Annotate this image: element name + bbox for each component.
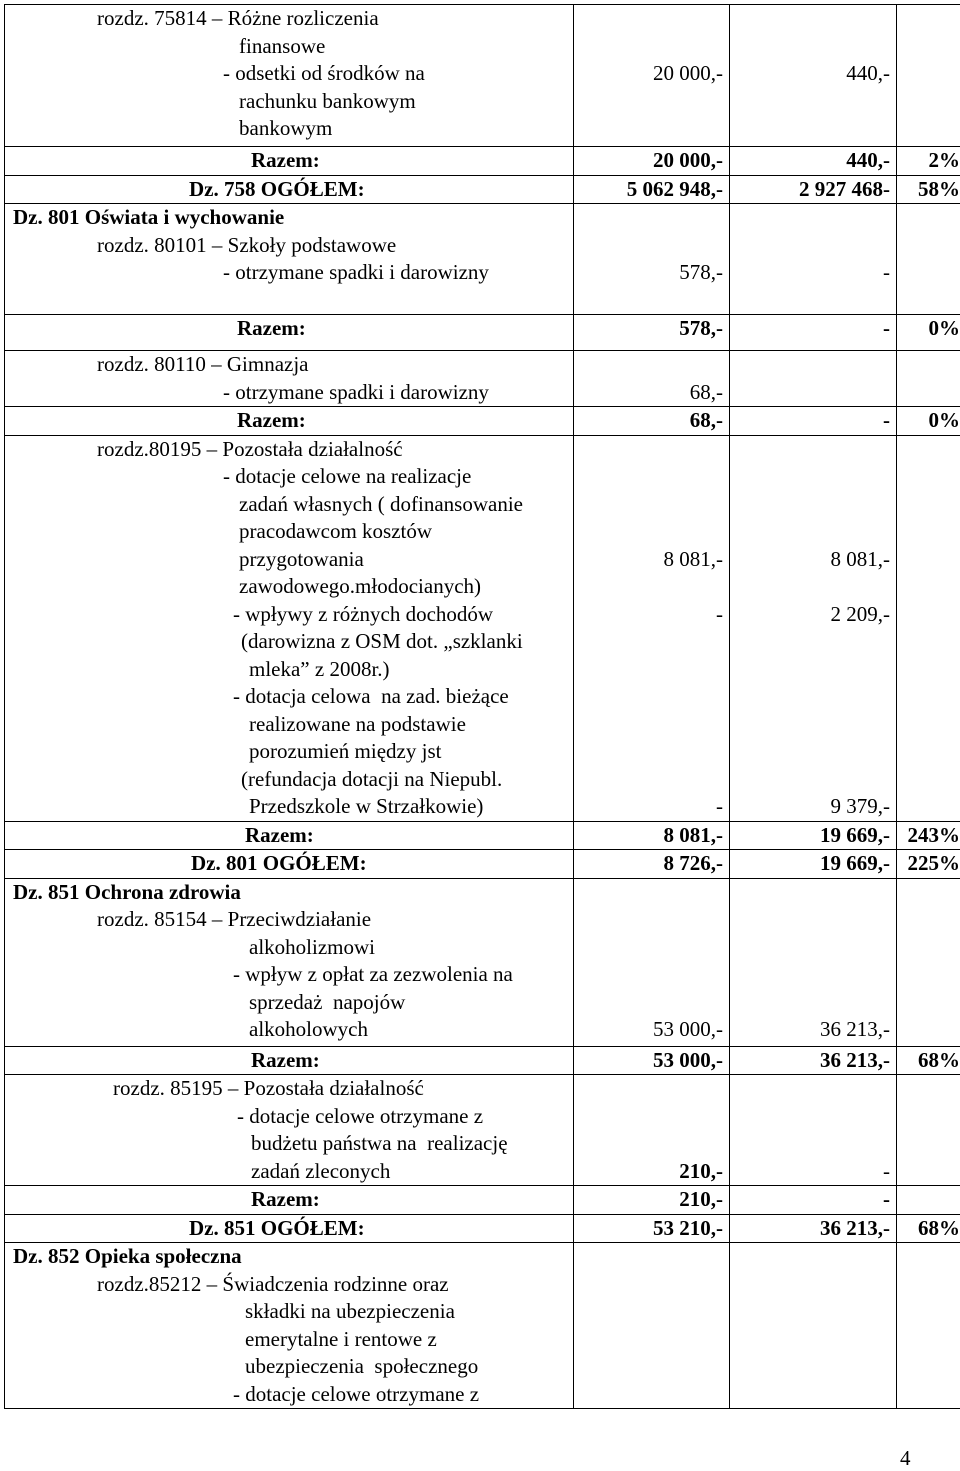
description-line: Razem: (251, 148, 320, 172)
description-line: - odsetki od środków na (223, 61, 425, 85)
description-line: Przedszkole w Strzałkowie) (249, 794, 484, 818)
percent-cell-value: 58% (918, 176, 960, 201)
budget-row (5, 435, 960, 821)
percent-cell (897, 1243, 960, 1409)
percent-cell (897, 1046, 960, 1075)
description-line: finansowe (239, 33, 326, 58)
description-line: Dz. 801 Oświata i wychowanie (13, 205, 285, 229)
percent-cell-value: 0% (928, 316, 960, 340)
percent-cell-value: 243% (907, 822, 960, 847)
description-cell (5, 878, 574, 1046)
description-line: Dz. 801 OGÓŁEM: (191, 851, 367, 875)
percent-cell (897, 147, 960, 176)
summary-row (5, 175, 960, 204)
percent-cell (897, 1075, 960, 1186)
percent-cell (897, 435, 960, 821)
percent-cell (897, 878, 960, 1046)
execution-cell-value: 19 669,- (820, 851, 890, 875)
plan-cell-value: - (716, 794, 723, 818)
percent-cell-value: 68% (918, 1215, 960, 1240)
description-line: przygotowania (239, 546, 364, 571)
budget-row (5, 878, 960, 1046)
execution-cell (730, 821, 897, 850)
description-line: rozdz. 80110 – Gimnazja (97, 352, 309, 376)
description-line: rozdz.85212 – Świadczenia rodzinne oraz (97, 1271, 449, 1296)
description-line (5, 287, 573, 315)
description-cell (5, 5, 574, 147)
description-cell (5, 435, 574, 821)
execution-cell-value: 19 669,- (820, 822, 890, 847)
plan-cell (574, 407, 730, 436)
description-cell (5, 1186, 574, 1215)
percent-cell (897, 407, 960, 436)
plan-cell-value: 210,- (679, 1187, 723, 1211)
plan-cell-value: 53 000,- (653, 1047, 723, 1072)
description-line: pracodawcom kosztów (239, 519, 433, 543)
plan-cell-value: - (716, 601, 723, 626)
description-line: - dotacja celowa na zad. bieżące (233, 684, 509, 708)
percent-cell (897, 315, 960, 351)
description-line: Razem: (245, 822, 314, 847)
execution-cell-value: - (883, 260, 890, 284)
execution-cell (730, 1243, 897, 1409)
execution-cell (730, 351, 897, 407)
description-line: rozdz. 80101 – Szkoły podstawowe (97, 232, 397, 257)
description-line: Dz. 851 Ochrona zdrowia (13, 879, 241, 904)
plan-cell (574, 850, 730, 879)
summary-row (5, 315, 960, 351)
description-line: - wpływ z opłat za zezwolenia na (233, 962, 513, 986)
execution-cell (730, 175, 897, 204)
execution-cell-value: - (883, 1158, 890, 1183)
description-cell (5, 351, 574, 407)
description-cell (5, 407, 574, 436)
execution-cell (730, 1214, 897, 1243)
execution-cell-value: 9 379,- (830, 794, 890, 818)
description-line: - otrzymane spadki i darowizny (223, 379, 489, 404)
description-cell (5, 204, 574, 315)
budget-row (5, 351, 960, 407)
budget-table-body (5, 5, 960, 1409)
percent-cell (897, 5, 960, 147)
description-line: Razem: (237, 316, 306, 340)
plan-cell-value: 20 000,- (653, 61, 723, 85)
percent-cell (897, 351, 960, 407)
execution-cell-value: 2 209,- (830, 601, 890, 626)
summary-row (5, 850, 960, 879)
execution-cell (730, 5, 897, 147)
description-line: - dotacje celowe na realizacje (223, 464, 472, 488)
percent-cell-value: 225% (907, 851, 960, 875)
percent-cell (897, 1186, 960, 1215)
execution-cell (730, 1046, 897, 1075)
description-line: rozdz. 75814 – Różne rozliczenia (97, 6, 379, 30)
execution-cell-value: - (883, 1187, 890, 1211)
execution-cell (730, 204, 897, 315)
description-line: (refundacja dotacji na Niepubl. (241, 766, 503, 791)
description-cell (5, 1075, 574, 1186)
execution-cell (730, 147, 897, 176)
plan-cell (574, 1075, 730, 1186)
description-cell (5, 850, 574, 879)
execution-cell-value: 36 213,- (820, 1215, 890, 1240)
execution-cell-value: 8 081,- (830, 546, 890, 571)
description-line: rachunku bankowym (239, 88, 416, 113)
description-cell (5, 821, 574, 850)
plan-cell-value: 578,- (679, 316, 723, 340)
description-line: rozdz. 85195 – Pozostała działalność (113, 1076, 424, 1100)
description-line: rozdz.80195 – Pozostała działalność (97, 436, 403, 461)
description-line: Razem: (237, 408, 306, 432)
description-line: zadań własnych ( dofinansowanie (239, 491, 523, 516)
description-line: ubezpieczenia społecznego (245, 1354, 479, 1378)
percent-cell (897, 850, 960, 879)
description-cell (5, 147, 574, 176)
execution-cell (730, 435, 897, 821)
plan-cell (574, 435, 730, 821)
page-number: 4 (900, 1446, 911, 1470)
budget-row (5, 1075, 960, 1186)
execution-cell-value: 440,- (846, 61, 890, 85)
execution-cell (730, 850, 897, 879)
plan-cell-value: 68,- (689, 408, 723, 432)
budget-table (4, 4, 960, 1409)
description-line: - dotacje celowe otrzymane z (233, 1381, 480, 1406)
description-line: budżetu państwa na realizację (251, 1131, 508, 1155)
plan-cell-value: 8 081,- (663, 822, 723, 847)
plan-cell-value: 578,- (679, 260, 723, 284)
summary-row (5, 1186, 960, 1215)
plan-cell (574, 147, 730, 176)
description-line: - dotacje celowe otrzymane z (237, 1103, 484, 1128)
plan-cell (574, 351, 730, 407)
plan-cell (574, 5, 730, 147)
percent-cell (897, 1214, 960, 1243)
plan-cell-value: 8 726,- (663, 851, 723, 875)
plan-cell-value: 8 081,- (663, 546, 723, 571)
description-line: porozumień między jst (249, 739, 442, 763)
description-line: - otrzymane spadki i darowizny (223, 260, 489, 284)
description-line: alkoholizmowi (249, 934, 375, 959)
execution-cell (730, 1186, 897, 1215)
percent-cell (897, 175, 960, 204)
description-line: Razem: (251, 1047, 320, 1072)
execution-cell-value: - (883, 408, 890, 432)
description-line: składki na ubezpieczenia (245, 1299, 455, 1323)
percent-cell-value: 2% (928, 148, 960, 172)
plan-cell-value: 210,- (679, 1158, 723, 1183)
description-cell (5, 1214, 574, 1243)
description-line: bankowym (239, 116, 333, 140)
percent-cell (897, 204, 960, 315)
plan-cell (574, 1243, 730, 1409)
budget-row (5, 5, 960, 147)
description-line: zadań zleconych (251, 1158, 391, 1183)
plan-cell-value: 68,- (689, 379, 723, 404)
summary-row (5, 1046, 960, 1075)
plan-cell-value: 20 000,- (653, 148, 723, 172)
description-line: (darowizna z OSM dot. „szklanki (241, 629, 523, 653)
summary-row (5, 407, 960, 436)
budget-row (5, 204, 960, 315)
plan-cell-value: 53 210,- (653, 1215, 723, 1240)
percent-cell-value: 68% (918, 1047, 960, 1072)
plan-cell (574, 1214, 730, 1243)
description-line: realizowane na podstawie (249, 711, 466, 736)
plan-cell (574, 175, 730, 204)
summary-row (5, 147, 960, 176)
plan-cell (574, 204, 730, 315)
execution-cell (730, 315, 897, 351)
plan-cell (574, 878, 730, 1046)
execution-cell (730, 407, 897, 436)
plan-cell (574, 315, 730, 351)
description-cell (5, 1046, 574, 1075)
execution-cell-value: - (883, 316, 890, 340)
budget-row (5, 1243, 960, 1409)
description-cell (5, 315, 574, 351)
plan-cell (574, 1186, 730, 1215)
description-line: - wpływy z różnych dochodów (233, 601, 494, 626)
execution-cell (730, 1075, 897, 1186)
plan-cell (574, 1046, 730, 1075)
execution-cell (730, 878, 897, 1046)
description-cell (5, 1243, 574, 1409)
execution-cell-value: 2 927 468- (799, 176, 890, 201)
plan-cell-value: 5 062 948,- (626, 176, 723, 201)
percent-cell-value: 0% (928, 408, 960, 432)
description-line: Razem: (251, 1187, 320, 1211)
plan-cell-value: 53 000,- (653, 1017, 723, 1041)
execution-cell-value: 440,- (846, 148, 890, 172)
description-line: Dz. 852 Opieka społeczna (13, 1244, 242, 1268)
description-line: zawodowego.młodocianych) (239, 574, 482, 598)
description-line: alkoholowych (249, 1017, 368, 1041)
description-line: sprzedaż napojów (249, 989, 406, 1014)
description-line: Dz. 851 OGÓŁEM: (189, 1215, 365, 1240)
description-line: mleka” z 2008r.) (249, 656, 390, 681)
description-line: emerytalne i rentowe z (245, 1326, 437, 1351)
description-cell (5, 175, 574, 204)
execution-cell-value: 36 213,- (820, 1017, 890, 1041)
execution-cell-value: 36 213,- (820, 1047, 890, 1072)
percent-cell (897, 821, 960, 850)
description-line: rozdz. 85154 – Przeciwdziałanie (97, 907, 372, 931)
description-line: Dz. 758 OGÓŁEM: (189, 176, 365, 201)
summary-row (5, 821, 960, 850)
summary-row (5, 1214, 960, 1243)
plan-cell (574, 821, 730, 850)
